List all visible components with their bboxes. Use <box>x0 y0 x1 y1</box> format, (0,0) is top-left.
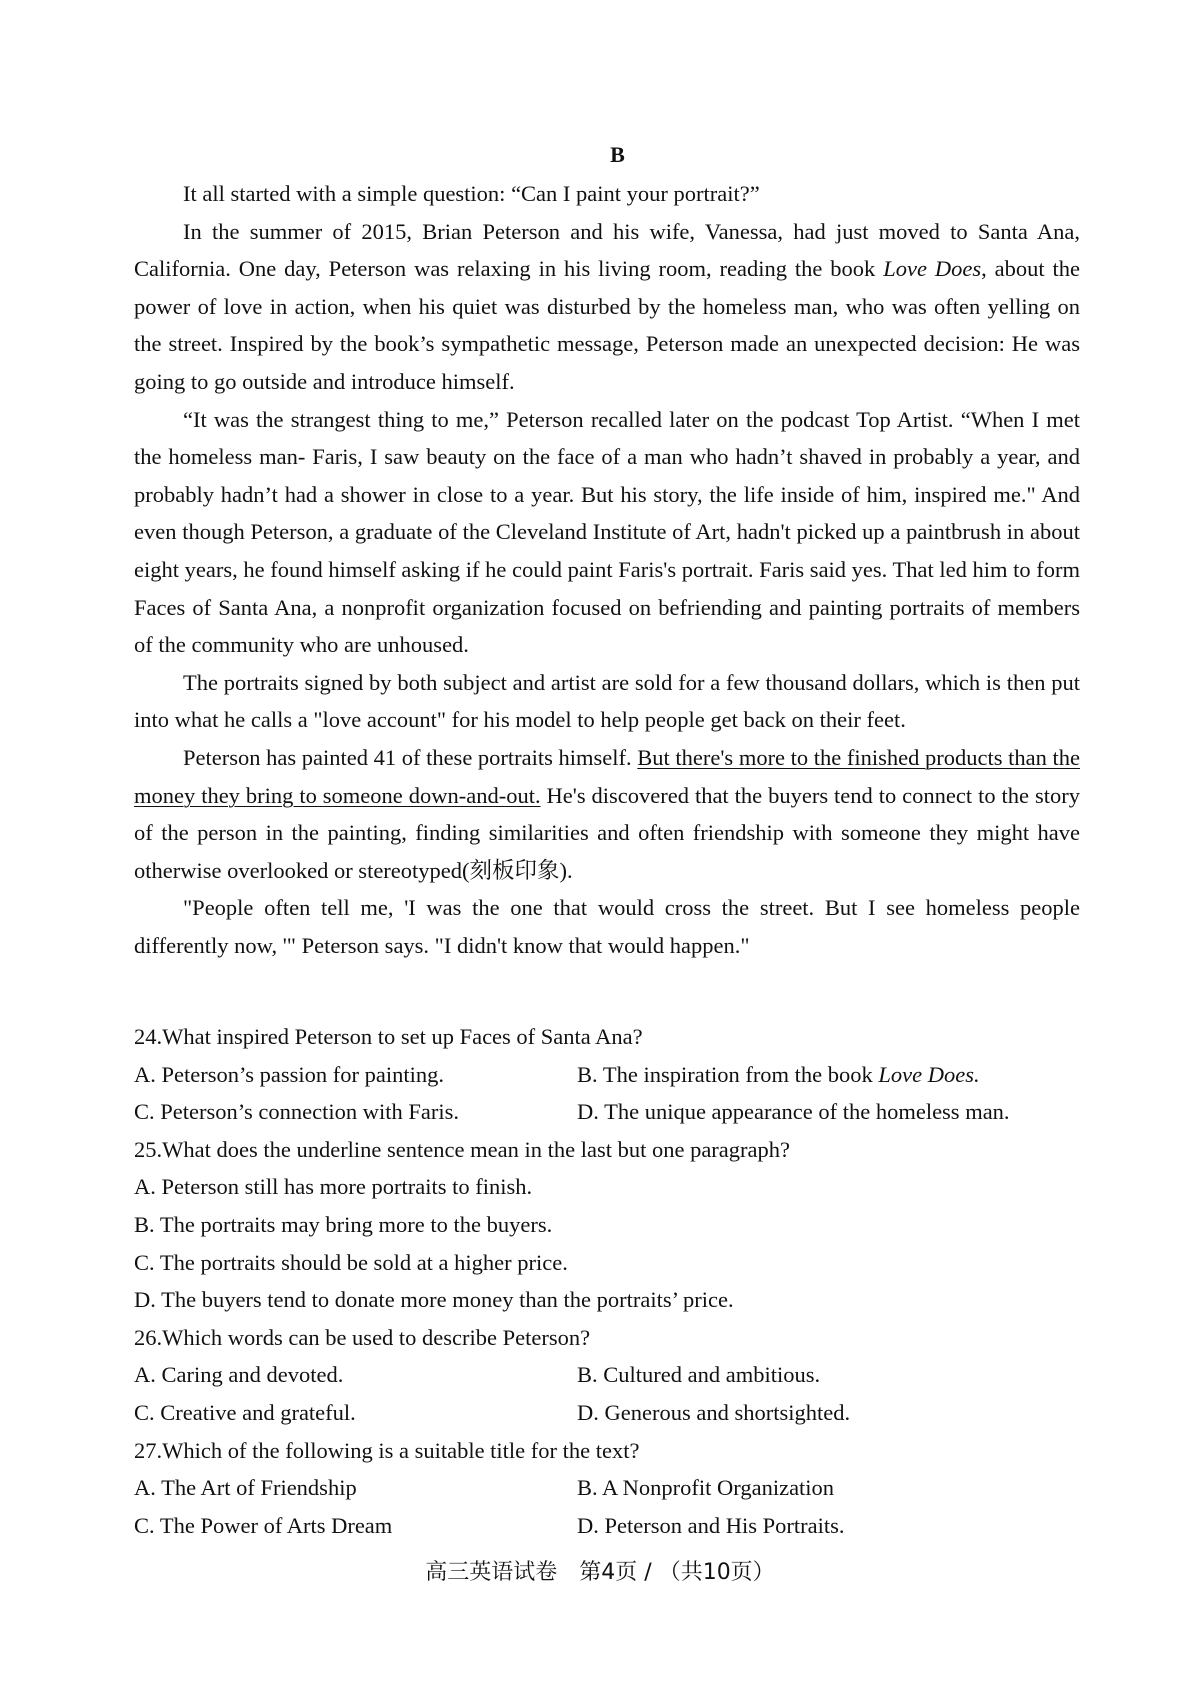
underlined-sentence: But there's more to the finished products than the money they bring to someone down-and-out. <box>134 744 1080 808</box>
question-24-option-a: A. Peterson’s passion for painting. <box>134 1061 444 1087</box>
question-24-options-row-1 <box>134 1056 1080 1094</box>
question-25-option-a: A. Peterson still has more portraits to finish. <box>134 1174 533 1200</box>
question-24-option-d: D. The unique appearance of the homeless man. <box>577 1099 1010 1125</box>
question-27-option-b: B. A Nonprofit Organization <box>577 1475 835 1501</box>
question-list <box>134 1018 1080 1544</box>
page-footer: 高三英语试卷 第4页 / （共10页） <box>425 1560 775 1585</box>
paragraph-6: "People often tell me, 'I was the one that would cross the street. But I see homeless people differently now, '" Peterson says. "I didn't know that would happen." <box>134 895 1080 958</box>
question-26-option-b: B. Cultured and ambitious. <box>577 1362 821 1388</box>
paragraph-1: It all started with a simple question: “Can I paint your portrait?” <box>183 181 760 206</box>
question-27-option-c: C. The Power of Arts Dream <box>134 1512 393 1538</box>
question-25-option-b: B. The portraits may bring more to the buyers. <box>134 1211 553 1237</box>
paragraph-3: “It was the strangest thing to me,” Peterson recalled later on the podcast Top Artist. “When I met the homeless man- Faris, I saw beauty on the face of a man who hadn’t shaved in probably a year, and probably hadn’t had a shower in close to a year. But his story, the life inside of him, inspired me." And even though Peterson, a graduate of the Cleveland Institute of Art, hadn't picked up a paintbrush in about eight years, he found himself asking if he could paint Faris's portrait. Faris said yes. That led him to form Faces of Santa Ana, a nonprofit organization focused on befriending and painting portraits of members of the community who are unhoused. <box>134 406 1080 658</box>
book-title: Love Does <box>883 256 982 282</box>
paragraph-2: In the summer of 2015, Brian Peterson and his wife, Vanessa, had just moved to Santa Ana, California. One day, Peterson was relaxing in his living room, reading the book Love Does, about the power of love in action, when his quiet was disturbed by the homeless man, who was often yelling on the street. Inspired by the book’s sympathetic message, Peterson made an unexpected decision: He was going to go outside and introduce himself. <box>134 218 1081 394</box>
question-25-option-c: C. The portraits should be sold at a higher price. <box>134 1249 568 1275</box>
question-26-stem: 26.Which words can be used to describe Peterson? <box>134 1324 591 1350</box>
question-27-option-a: A. The Art of Friendship <box>134 1475 357 1501</box>
reading-passage <box>134 175 1080 964</box>
question-24-stem: 24.What inspired Peterson to set up Faces of Santa Ana? <box>134 1024 643 1049</box>
question-27-options-row-1 <box>134 1469 1080 1507</box>
paragraph-4: The portraits signed by both subject and artist are sold for a few thousand dollars, which is then put into what he calls a "love account" for his model to help people get back on their feet. <box>134 669 1080 733</box>
question-26-options-row-1 <box>134 1356 1080 1394</box>
question-26-options-row-2 <box>134 1394 1080 1432</box>
question-24-option-b: B. The inspiration from the book Love Does. <box>577 1061 980 1087</box>
question-24-option-c: C. Peterson’s connection with Faris. <box>134 1099 459 1125</box>
question-25-option-d: D. The buyers tend to donate more money than the portraits’ price. <box>134 1287 734 1313</box>
question-25-stem: 25.What does the underline sentence mean in the last but one paragraph? <box>134 1136 791 1162</box>
question-27-option-d: D. Peterson and His Portraits. <box>577 1512 845 1538</box>
question-24-options-row-2 <box>134 1093 1080 1131</box>
question-26-option-c: C. Creative and grateful. <box>134 1399 356 1425</box>
question-27-options-row-2 <box>134 1507 1080 1545</box>
question-26-option-d: D. Generous and shortsighted. <box>577 1399 851 1425</box>
section-heading: B <box>610 142 625 167</box>
paragraph-5: Peterson has painted 41 of these portraits himself. But there's more to the finished products than the money they bring to someone down-and-out. He's discovered that the buyers tend to connect to the story of the person in the painting, finding similarities and often friendship with someone they might have otherwise overlooked or stereotyped(刻板印象). <box>134 744 1080 883</box>
question-26-option-a: A. Caring and devoted. <box>134 1362 344 1388</box>
question-27-stem: 27.Which of the following is a suitable title for the text? <box>134 1437 640 1463</box>
